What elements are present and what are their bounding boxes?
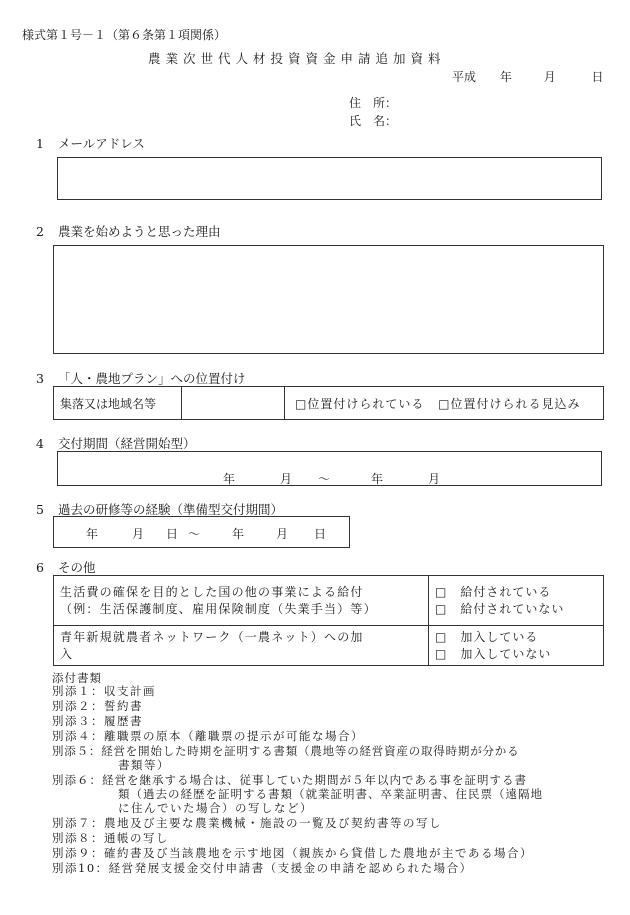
attachment-item: 別添２：誓約書: [52, 699, 143, 713]
attachment-item: 別添６：経営を継承する場合は、従事していた期間が５年以内である事を証明する書: [52, 773, 527, 787]
form-number: 様式第１号－１（第６条第１項関係）: [22, 28, 227, 42]
other-row-benefits-options: [429, 576, 604, 626]
date-year[interactable]: 年: [499, 70, 512, 84]
section-3-label: 「人・農地プラン」への位置付け: [57, 371, 246, 386]
plan-area-input[interactable]: [182, 387, 285, 420]
plan-option-positioned[interactable]: □位置付けられている: [295, 396, 425, 411]
training-day-end: 日: [314, 527, 327, 541]
date-month[interactable]: 月: [543, 70, 556, 84]
network-option-joined[interactable]: □ 加入している: [435, 629, 539, 644]
section-2-label: 農業を始めようと思った理由: [57, 224, 221, 239]
training-year-start: 年: [86, 527, 99, 541]
attachment-item: 別添７：農地及び主要な農業機械・施設の一覧及び契約書等の写し: [52, 816, 442, 830]
section-1-number: 1: [36, 136, 44, 151]
reason-textarea[interactable]: [53, 245, 604, 354]
section-2-number: 2: [36, 224, 44, 239]
grant-month-start: 月: [280, 472, 293, 486]
plan-options-cell: [285, 387, 604, 420]
section-5-number: 5: [36, 502, 44, 517]
training-month-start: 月: [132, 527, 145, 541]
attachment-item: 別添５：経営を開始した時期を証明する書類（農地等の経営資産の取得時期が分かる: [52, 744, 520, 758]
plan-table: [53, 386, 604, 420]
other-row-network-question: [54, 626, 429, 666]
attachment-item: 別添10：経営発展支援金交付申請書（支援金の申請を認められた場合）: [52, 861, 473, 875]
training-month-end: 月: [276, 527, 289, 541]
section-5-label: 過去の研修等の経験（準備型交付期間）: [57, 502, 283, 517]
benefits-question-line2: （例：生活保護制度、雇用保険制度（失業手当）等）: [60, 601, 377, 616]
benefits-option-receiving[interactable]: □ 給付されている: [435, 584, 552, 599]
other-row-benefits: [54, 576, 604, 626]
network-option-not-joined[interactable]: □ 加入していない: [435, 646, 552, 661]
attachment-item-continued: 書類等）: [118, 758, 170, 772]
grant-year-start: 年: [223, 472, 236, 486]
section-1-label: メールアドレス: [57, 136, 145, 151]
grant-period-separator: ～: [318, 472, 331, 486]
grant-year-end: 年: [371, 472, 384, 486]
attachment-item: 別添９：確約書及び当該農地を示す地図（親族から貸借した農地が主である場合）: [52, 846, 533, 860]
other-row-benefits-question: [54, 576, 429, 626]
attachment-item: 別添８：通帳の写し: [52, 831, 169, 845]
attachment-item-continued: に住んでいた場合）の写しなど）: [118, 801, 313, 815]
date-era: 平成: [452, 70, 477, 84]
page-title: 農業次世代人材投資資金申請追加資料: [148, 51, 446, 66]
other-table: [53, 575, 604, 666]
name-label: 氏 名：: [349, 114, 398, 128]
section-4-label: 交付期間（経営開始型）: [57, 436, 196, 451]
grant-period-box[interactable]: [57, 451, 602, 486]
plan-option-expected[interactable]: □位置付けられる見込み: [438, 396, 581, 411]
section-3-number: 3: [36, 371, 44, 386]
section-4-heading: [36, 434, 195, 452]
section-6-number: 6: [36, 560, 44, 575]
attachment-item: 別添３：履歴書: [52, 714, 143, 728]
section-6-heading: [36, 558, 95, 576]
training-day-start: 日: [166, 527, 179, 541]
email-field[interactable]: [57, 157, 602, 200]
network-question-line2: 入: [60, 646, 74, 661]
training-period-separator: ～: [188, 527, 201, 541]
grant-month-end: 月: [428, 472, 441, 486]
other-row-network: [54, 626, 604, 666]
address-label: 住 所：: [349, 96, 398, 110]
section-6-label: その他: [57, 560, 96, 575]
date-line: [452, 68, 604, 85]
attachment-item: 別添４：離職票の原本（離職票の提示が可能な場合）: [52, 729, 364, 743]
network-question-line1: 青年新規就農者ネットワーク（一農ネット）への加: [60, 629, 364, 644]
section-3-heading: [36, 369, 245, 387]
attachments-heading: 添付書類: [52, 671, 102, 685]
section-4-number: 4: [36, 436, 44, 451]
attachment-item: 別添１：収支計画: [52, 684, 156, 698]
section-1-heading: [36, 134, 145, 152]
plan-row-label: 集落又は地域名等: [54, 387, 182, 420]
section-2-heading: [36, 222, 220, 240]
training-year-end: 年: [232, 527, 245, 541]
benefits-option-not-receiving[interactable]: □ 給付されていない: [435, 601, 565, 616]
benefits-question-line1: 生活費の確保を目的とした国の他の事業による給付: [60, 584, 364, 599]
other-row-network-options: [429, 626, 604, 666]
attachment-item-continued: 類（過去の経歴を証明する書類（就業証明書、卒業証明書、住民票（遠隔地: [118, 787, 543, 801]
date-day[interactable]: 日: [591, 70, 604, 84]
training-period-box[interactable]: [53, 516, 350, 548]
